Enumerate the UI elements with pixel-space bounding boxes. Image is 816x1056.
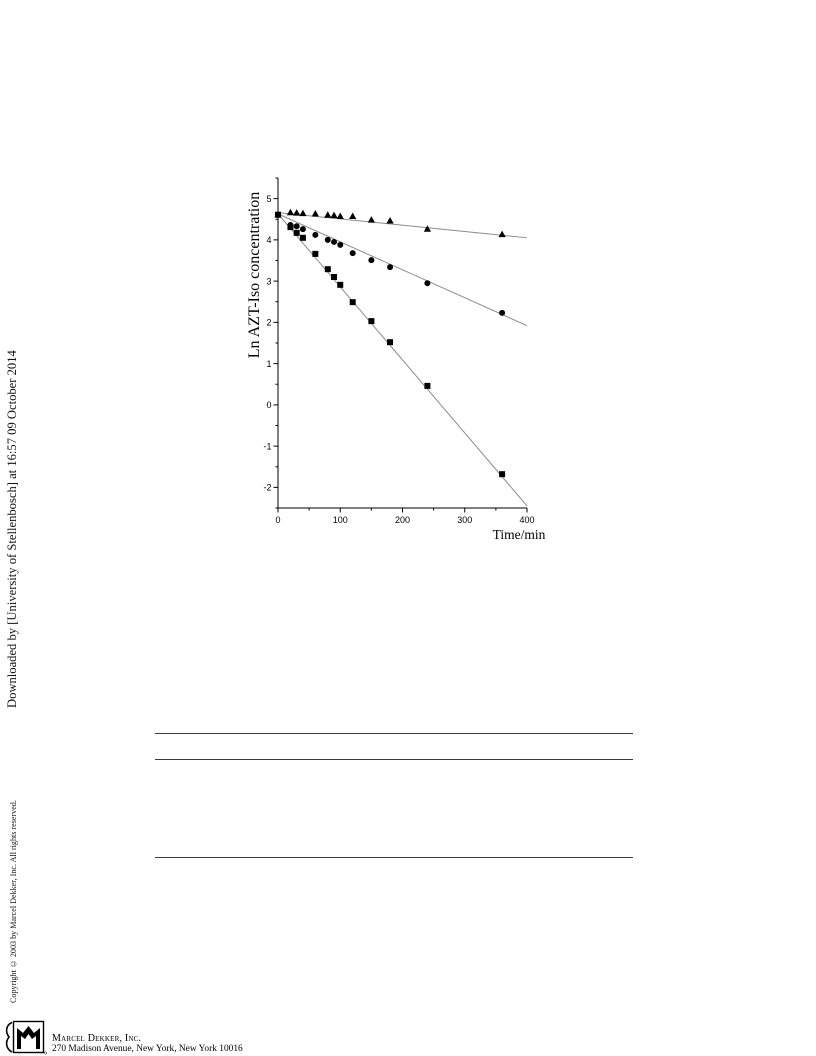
x-tick-label: 400 xyxy=(519,515,535,525)
data-point-circle xyxy=(424,280,430,286)
data-point-circle xyxy=(325,237,331,243)
data-point-circle xyxy=(499,310,505,316)
data-point-triangle xyxy=(293,209,300,216)
fit-line-circle xyxy=(278,214,527,326)
x-tick-label: 200 xyxy=(394,515,411,525)
data-point-triangle xyxy=(312,210,319,217)
data-point-triangle xyxy=(337,212,344,219)
data-point-square xyxy=(499,471,505,477)
y-tick-label: 2 xyxy=(266,317,272,328)
x-tick-label: 300 xyxy=(457,515,473,525)
data-point-triangle xyxy=(330,212,337,219)
data-point-circle xyxy=(337,242,343,248)
table-rule-header xyxy=(155,759,633,760)
x-axis-label: Time/min xyxy=(492,527,546,542)
data-point-square xyxy=(325,266,331,272)
x-tick-label: 100 xyxy=(332,515,348,525)
data-series xyxy=(274,209,505,477)
y-tick-label: -1 xyxy=(263,441,272,452)
y-tick-label: 0 xyxy=(266,400,272,411)
data-point-circle xyxy=(294,223,300,229)
data-point-triangle xyxy=(349,212,356,219)
data-point-circle xyxy=(312,232,318,238)
data-point-circle xyxy=(368,257,374,263)
data-point-triangle xyxy=(499,231,506,238)
y-tick-label: 3 xyxy=(266,276,272,287)
fit-line-square xyxy=(278,214,527,506)
y-tick-label: -2 xyxy=(263,482,272,493)
x-tick-label: 0 xyxy=(275,515,281,525)
data-point-square xyxy=(287,224,293,230)
data-point-square xyxy=(424,383,430,389)
table-rule-bottom xyxy=(155,857,633,858)
series-triangles xyxy=(274,209,505,237)
data-point-square xyxy=(294,230,300,236)
y-tick-label: 4 xyxy=(266,235,272,246)
publisher-logo-icon xyxy=(3,1019,47,1055)
data-point-triangle xyxy=(324,211,331,218)
data-point-circle xyxy=(350,250,356,256)
y-tick-label: 5 xyxy=(266,193,272,204)
publisher-name: Marcel Dekker, Inc. xyxy=(52,1033,142,1044)
data-point-square xyxy=(337,282,343,288)
publisher-address: 270 Madison Avenue, New York, New York 10016 xyxy=(52,1044,243,1054)
data-point-square xyxy=(312,251,318,257)
data-point-triangle xyxy=(299,210,306,217)
download-watermark: Downloaded by [University of Stellenbosch] at 16:57 09 October 2014 xyxy=(5,350,19,708)
data-point-circle xyxy=(331,239,337,245)
data-point-square xyxy=(387,339,393,345)
data-point-triangle xyxy=(386,217,393,224)
chart xyxy=(230,165,560,550)
data-point-square xyxy=(368,318,374,324)
data-point-circle xyxy=(300,226,306,232)
data-point-square xyxy=(331,274,337,280)
table-rule-top xyxy=(155,733,633,734)
data-point-square xyxy=(300,235,306,241)
data-point-square xyxy=(350,299,356,305)
data-point-triangle xyxy=(287,209,294,216)
y-axis-label: Ln AZT-Iso concentration xyxy=(246,191,263,359)
data-point-triangle xyxy=(368,216,375,223)
copyright-notice: Copyright © 2003 by Marcel Dekker, Inc. All rights reserved. xyxy=(9,800,18,1004)
data-point-circle xyxy=(387,264,393,270)
y-tick-label: 1 xyxy=(266,358,272,369)
